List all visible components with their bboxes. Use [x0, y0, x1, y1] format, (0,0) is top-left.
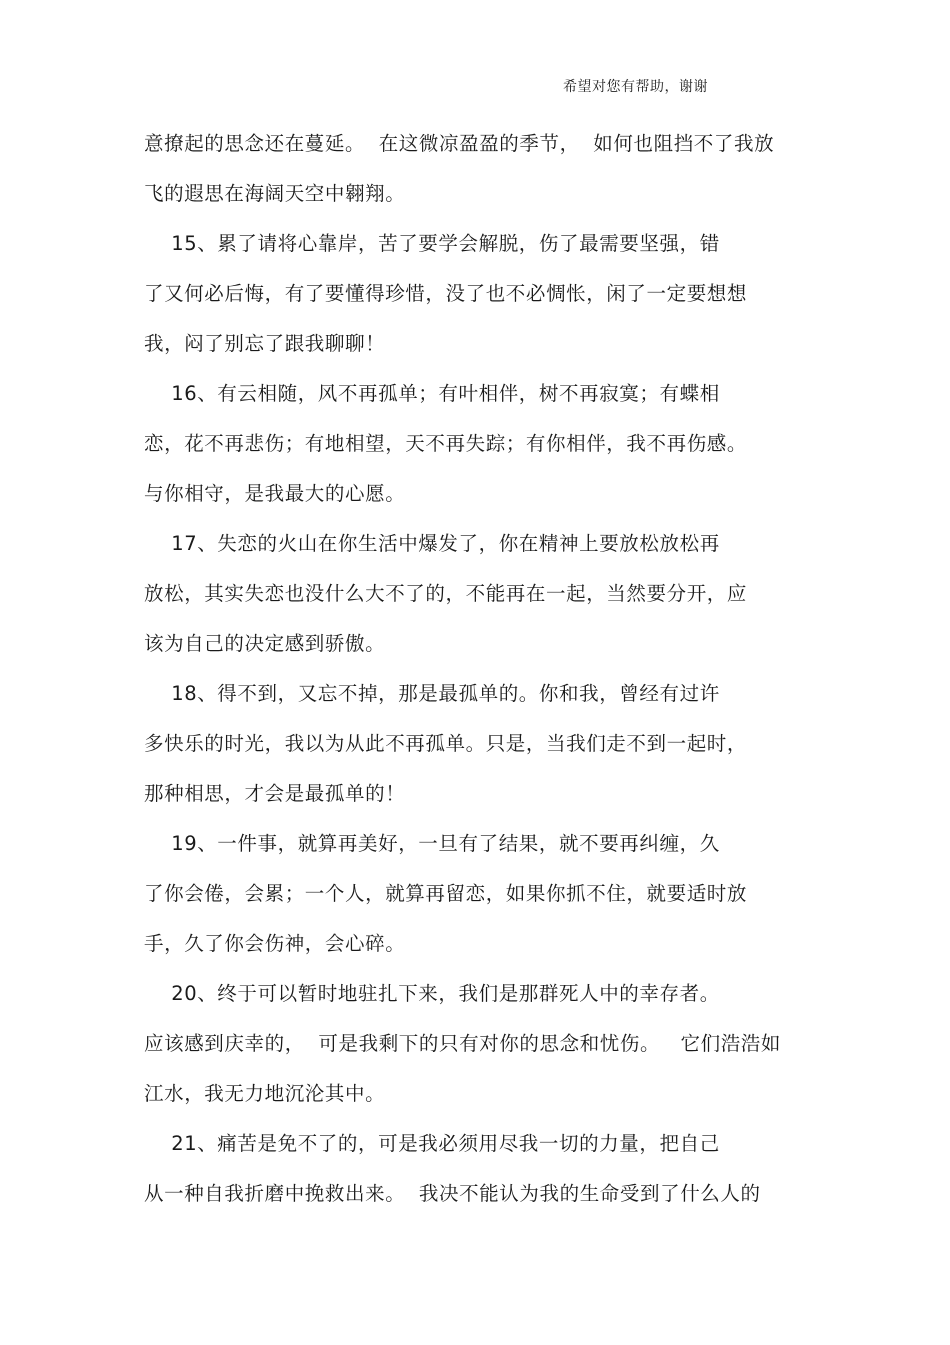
text-line: 了又何必后悔，有了要懂得珍惜，没了也不必惆怅，闲了一定要想想 [144, 282, 748, 305]
text-line: 18、得不到，又忘不掉，那是最孤单的。你和我，曾经有过许 [144, 682, 720, 705]
text-line: 多快乐的时光，我以为从此不再孤单。只是，当我们走不到一起时， [144, 732, 748, 755]
text-line: 手，久了你会伤神，会心碎。 [144, 932, 406, 955]
text-line: 与你相守，是我最大的心愿。 [144, 482, 406, 505]
text-line: 从一种自我折磨中挽救出来。 我决不能认为我的生命受到了什么人的 [144, 1182, 761, 1205]
text-line: 应该感到庆幸的， 可是我剩下的只有对你的思念和忧伤。 它们浩浩如 [144, 1032, 781, 1055]
text-line: 20、终于可以暂时地驻扎下来，我们是那群死人中的幸存者。 [144, 982, 720, 1005]
text-line: 我，闷了别忘了跟我聊聊！ [144, 332, 386, 355]
text-line: 了你会倦，会累；一个人，就算再留恋，如果你抓不住，就要适时放 [144, 882, 748, 905]
text-line: 放松，其实失恋也没什么大不了的，不能再在一起，当然要分开，应 [144, 582, 748, 605]
text-line: 19、一件事，就算再美好，一旦有了结果，就不要再纠缠，久 [144, 832, 720, 855]
text-line: 17、失恋的火山在你生活中爆发了，你在精神上要放松放松再 [144, 532, 720, 555]
text-line: 意撩起的思念还在蔓延。 在这微凉盈盈的季节， 如何也阻挡不了我放 [144, 132, 775, 155]
text-line: 15、累了请将心靠岸，苦了要学会解脱，伤了最需要坚强，错 [144, 232, 720, 255]
text-line: 16、有云相随，风不再孤单；有叶相伴，树不再寂寞；有蝶相 [144, 382, 720, 405]
text-line: 该为自己的决定感到骄傲。 [144, 632, 386, 655]
text-line: 江水，我无力地沉沦其中。 [144, 1082, 386, 1105]
text-line: 21、痛苦是免不了的，可是我必须用尽我一切的力量，把自己 [144, 1132, 720, 1155]
text-line: 恋，花不再悲伤；有地相望，天不再失踪；有你相伴，我不再伤感。 [144, 432, 748, 455]
text-line: 飞的遐思在海阔天空中翱翔。 [144, 182, 406, 205]
page-header-note: 希望对您有帮助，谢谢 [563, 79, 708, 95]
text-line: 那种相思，才会是最孤单的！ [144, 782, 406, 805]
